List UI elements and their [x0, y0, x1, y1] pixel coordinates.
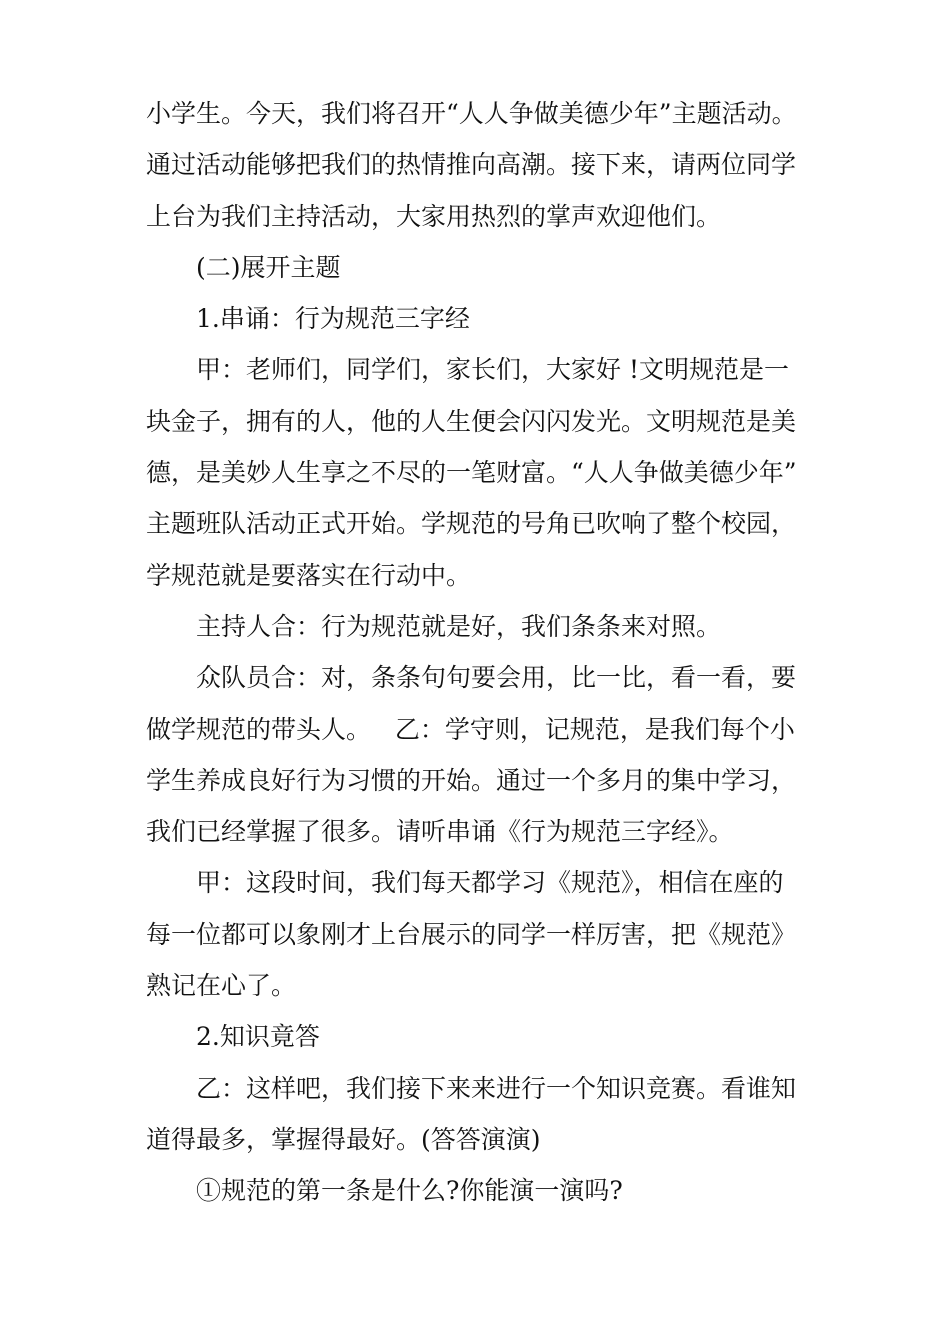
text-line: 主题班队活动正式开始。学规范的号角已吹响了整个校园，	[146, 509, 797, 539]
text-line: ①规范的第一条是什么?你能演一演吗?	[196, 1176, 623, 1206]
text-line: 学生养成良好行为习惯的开始。通过一个多月的集中学习，	[146, 765, 797, 795]
text-line: 德，是美妙人生享之不尽的一笔财富。“人人争做美德少年”	[146, 458, 797, 488]
text-line: 学规范就是要落实在行动中。	[146, 560, 472, 590]
subsection-heading: 1.串诵：行为规范三字经	[196, 304, 470, 334]
text-line: 熟记在心了。	[146, 971, 297, 1001]
text-line: 小学生。今天，我们将召开“人人争做美德少年”主题活动。	[146, 99, 797, 128]
text-line: 我们已经掌握了很多。请听串诵《行为规范三字经》。	[146, 817, 734, 847]
section-heading: (二)展开主题	[196, 252, 341, 282]
text-line: 每一位都可以象刚才上台展示的同学一样厉害，把《规范》	[146, 919, 797, 949]
text-line: 众队员合：对，条条句句要会用，比一比，看一看，要	[196, 663, 797, 693]
text-line: 做学规范的带头人。 乙：学守则，记规范，是我们每个小	[146, 714, 795, 744]
text-line: 主持人合：行为规范就是好，我们条条来对照。	[196, 611, 722, 641]
text-line: 甲：老师们，同学们，家长们，大家好 !文明规范是一	[196, 355, 789, 385]
document-body	[146, 88, 810, 1217]
text-line: 上台为我们主持活动，大家用热烈的掌声欢迎他们。	[146, 201, 722, 231]
text-line: 块金子，拥有的人，他的人生便会闪闪发光。文明规范是美	[146, 406, 797, 436]
subsection-heading: 2.知识竟答	[196, 1022, 320, 1052]
text-line: 乙：这样吧，我们接下来来进行一个知识竞赛。看谁知	[196, 1073, 797, 1103]
text-line: 道得最多，掌握得最好。(答答演演)	[146, 1124, 541, 1154]
text-line: 通过活动能够把我们的热情推向高潮。接下来，请两位同学	[146, 150, 797, 180]
text-line: 甲：这段时间，我们每天都学习《规范》，相信在座的	[196, 868, 784, 898]
